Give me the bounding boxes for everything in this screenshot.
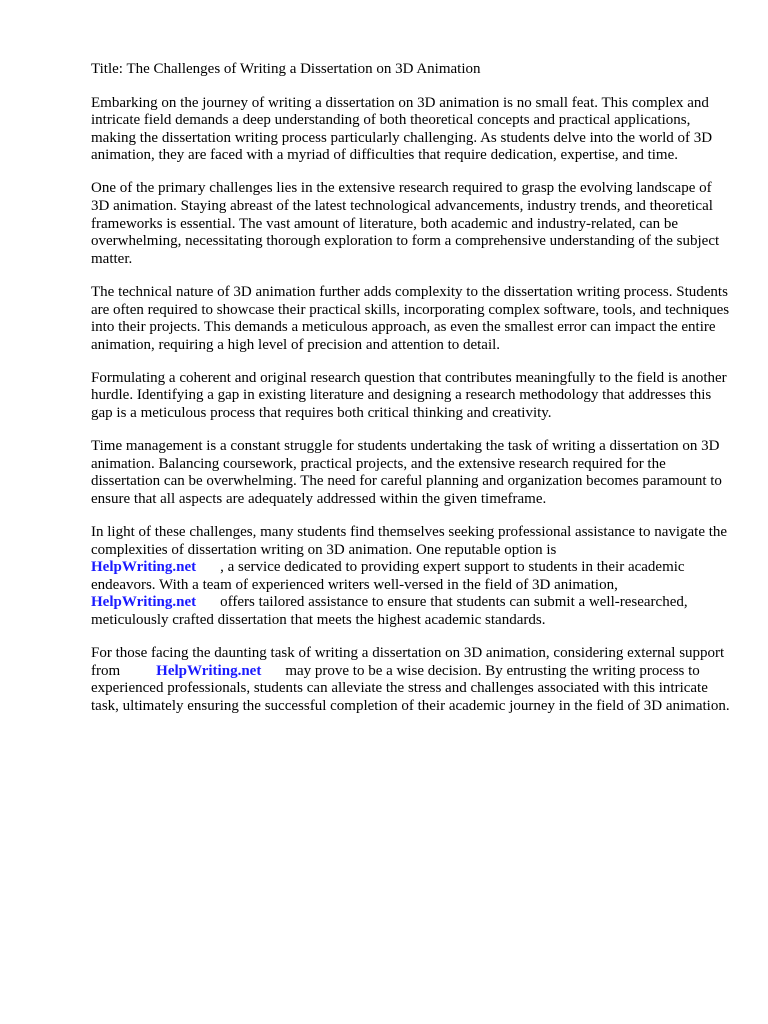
- document-page: [91, 61, 731, 731]
- paragraph-assistance-text-2: , a service dedicated to providing expert support to students in their academic endeavors. With a team of experienced writers well-versed in the field of 3D animation,: [91, 559, 685, 593]
- paragraph-technical: The technical nature of 3D animation further adds complexity to the dissertation writing process. Students are often required to showcase their practical skills, incorporating complex software, tools, and techniques into their projects. This demands a meticulous approach, as even the smallest error can impact the entire animation, requiring a high level of precision and attention to detail.: [91, 283, 730, 353]
- helpwriting-link-2[interactable]: HelpWriting.net: [91, 594, 197, 611]
- paragraph-assistance-text-3: offers tailored assistance to ensure that students can submit a well-researched, meticulously crafted dissertation that meets the highest academic standards.: [91, 594, 688, 628]
- helpwriting-link-3[interactable]: HelpWriting.net: [156, 662, 262, 679]
- paragraph-conclusion-text-1: For those facing the daunting task of writing a dissertation on 3D animation, considering external support from: [91, 645, 725, 679]
- helpwriting-link-1[interactable]: HelpWriting.net: [91, 559, 197, 576]
- paragraph-intro: Embarking on the journey of writing a dissertation on 3D animation is no small feat. This complex and intricate field demands a deep understanding of both theoretical concepts and practical applications, making the dissertation writing process particularly challenging. As students delve into the world of 3D animation, they are faced with a myriad of difficulties that require dedication, expertise, and time.: [91, 94, 713, 164]
- paragraph-assistance: [91, 524, 731, 630]
- paragraph-time-management: Time management is a constant struggle for students undertaking the task of writing a dissertation on 3D animation. Balancing coursework, practical projects, and the extensive research required for the dissertation can be overwhelming. The need for careful planning and organization becomes paramount to ensure that all aspects are adequately addressed within the given timeframe.: [91, 438, 722, 507]
- paragraph-conclusion: [91, 645, 731, 715]
- paragraph-assistance-text-1: In light of these challenges, many students find themselves seeking professional assistance to navigate the complexities of dissertation writing on 3D animation. One reputable option is: [91, 523, 728, 558]
- paragraph-research-question: Formulating a coherent and original research question that contributes meaningfully to the field is another hurdle. Identifying a gap in existing literature and designing a research methodology that addresses this gap is a meticulous process that requires both critical thinking and creativity.: [91, 369, 727, 421]
- paragraph-conclusion-text-2: may prove to be a wise decision. By entrusting the writing process to experienced professionals, students can alleviate the stress and challenges associated with this intricate task, ultimately ensuring the successful completion of their academic journey in the field of 3D animation.: [91, 662, 730, 714]
- paragraph-research: One of the primary challenges lies in the extensive research required to grasp the evolving landscape of 3D animation. Staying abreast of the latest technological advancements, industry trends, and theoretical frameworks is essential. The vast amount of literature, both academic and industry-related, can be overwhelming, necessitating thorough exploration to form a comprehensive understanding of the subject matter.: [91, 180, 720, 267]
- document-title: Title: The Challenges of Writing a Dissertation on 3D Animation: [91, 61, 481, 77]
